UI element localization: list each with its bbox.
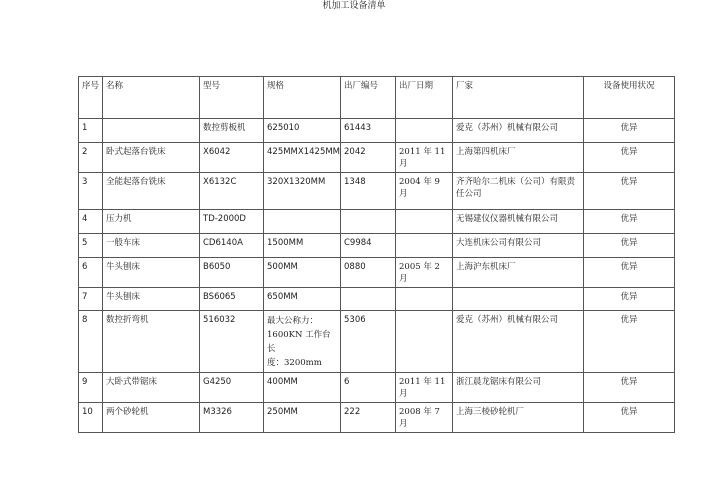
- cell-serial: 1348: [341, 173, 396, 210]
- cell-seq: 3: [79, 173, 103, 210]
- cell-status: 优异: [584, 173, 675, 210]
- cell-seq: 2: [79, 143, 103, 173]
- cell-maker: 上海第四机床厂: [453, 143, 584, 173]
- cell-serial: 6: [341, 373, 396, 403]
- cell-name: 牛头刨床: [103, 258, 200, 288]
- table-row: [79, 373, 675, 403]
- cell-seq: 6: [79, 258, 103, 288]
- cell-model: X6132C: [200, 173, 264, 210]
- cell-date: [396, 288, 453, 311]
- cell-model: 数控剪板机: [200, 119, 264, 143]
- cell-date: [396, 234, 453, 258]
- table-row: [79, 210, 675, 234]
- table-row: [79, 258, 675, 288]
- equipment-table: [78, 76, 675, 433]
- table-row: [79, 403, 675, 433]
- table-row: [79, 288, 675, 311]
- cell-serial: 61443: [341, 119, 396, 143]
- cell-model: B6050: [200, 258, 264, 288]
- cell-status: 优异: [584, 258, 675, 288]
- cell-serial: 2042: [341, 143, 396, 173]
- cell-status: 优异: [584, 119, 675, 143]
- cell-maker: [453, 288, 584, 311]
- cell-model: 516032: [200, 311, 264, 373]
- cell-seq: 4: [79, 210, 103, 234]
- table-row: [79, 311, 675, 373]
- header-maker: 厂家: [453, 77, 584, 119]
- cell-spec: 625010: [264, 119, 341, 143]
- cell-name: 压力机: [103, 210, 200, 234]
- page-title: 机加工设备清单: [322, 1, 386, 11]
- table-header-row: [79, 77, 675, 119]
- cell-status: 优异: [584, 210, 675, 234]
- table-body: [79, 119, 675, 433]
- cell-status: 优异: [584, 311, 675, 373]
- cell-status: 优异: [584, 373, 675, 403]
- cell-spec: 320X1320MM: [264, 173, 341, 210]
- cell-date: [396, 311, 453, 373]
- cell-name: [103, 119, 200, 143]
- cell-model: TD-2000D: [200, 210, 264, 234]
- cell-maker: 浙江晨龙锯床有限公司: [453, 373, 584, 403]
- cell-status: 优异: [584, 403, 675, 433]
- cell-seq: 7: [79, 288, 103, 311]
- cell-seq: 5: [79, 234, 103, 258]
- cell-model: G4250: [200, 373, 264, 403]
- cell-status: 优异: [584, 234, 675, 258]
- cell-maker: 上海沪东机床厂: [453, 258, 584, 288]
- cell-spec: 250MM: [264, 403, 341, 433]
- header-spec: 规格: [264, 77, 341, 119]
- cell-model: M3326: [200, 403, 264, 433]
- spec-line: 1600KN 工作台长: [267, 330, 331, 354]
- cell-name: 一般车床: [103, 234, 200, 258]
- cell-maker: 爱克（苏州）机械有限公司: [453, 311, 584, 373]
- cell-maker: 大连机床公司有限公司: [453, 234, 584, 258]
- spec-line: 最大公称力：: [267, 316, 319, 326]
- cell-serial: 5306: [341, 311, 396, 373]
- table-row: [79, 173, 675, 210]
- cell-date: 2011 年 11 月: [396, 143, 453, 173]
- cell-spec: [264, 311, 341, 373]
- cell-name: 大卧式带锯床: [103, 373, 200, 403]
- cell-maker: 齐齐哈尔二机床（公司）有限责任公司: [453, 173, 584, 210]
- header-serial: 出厂编号: [341, 77, 396, 119]
- table-row: [79, 234, 675, 258]
- header-status: 设备使用状况: [584, 77, 675, 119]
- cell-date: [396, 210, 453, 234]
- cell-spec: 500MM: [264, 258, 341, 288]
- cell-name: 数控折弯机: [103, 311, 200, 373]
- table-row: [79, 119, 675, 143]
- cell-maker: 上海三棱砂轮机厂: [453, 403, 584, 433]
- header-seq: 序号: [79, 77, 103, 119]
- cell-spec: 425MMX1425MM: [264, 143, 341, 173]
- cell-date: [396, 119, 453, 143]
- cell-date: 2011 年 11 月: [396, 373, 453, 403]
- cell-date: 2004 年 9 月: [396, 173, 453, 210]
- cell-maker: 无锡建仪仪器机械有限公司: [453, 210, 584, 234]
- cell-spec: 1500MM: [264, 234, 341, 258]
- table-row: [79, 143, 675, 173]
- cell-seq: 1: [79, 119, 103, 143]
- header-name: 名称: [103, 77, 200, 119]
- cell-spec: 650MM: [264, 288, 341, 311]
- cell-serial: [341, 288, 396, 311]
- cell-seq: 10: [79, 403, 103, 433]
- cell-status: 优异: [584, 143, 675, 173]
- cell-seq: 8: [79, 311, 103, 373]
- cell-model: X6042: [200, 143, 264, 173]
- cell-model: CD6140A: [200, 234, 264, 258]
- cell-serial: 222: [341, 403, 396, 433]
- spec-line: 度：3200mm: [267, 358, 322, 368]
- header-model: 型号: [200, 77, 264, 119]
- cell-spec: 400MM: [264, 373, 341, 403]
- cell-serial: 0880: [341, 258, 396, 288]
- cell-seq: 9: [79, 373, 103, 403]
- header-date: 出厂日期: [396, 77, 453, 119]
- cell-model: BS6065: [200, 288, 264, 311]
- cell-serial: [341, 210, 396, 234]
- cell-name: 牛头刨床: [103, 288, 200, 311]
- cell-name: 卧式起落台铣床: [103, 143, 200, 173]
- cell-date: 2008 年 7 月: [396, 403, 453, 433]
- cell-serial: C9984: [341, 234, 396, 258]
- cell-status: 优异: [584, 288, 675, 311]
- cell-date: 2005 年 2 月: [396, 258, 453, 288]
- cell-name: 全能起落台铣床: [103, 173, 200, 210]
- cell-name: 两个砂轮机: [103, 403, 200, 433]
- cell-spec: [264, 210, 341, 234]
- cell-maker: 爱克（苏州）机械有限公司: [453, 119, 584, 143]
